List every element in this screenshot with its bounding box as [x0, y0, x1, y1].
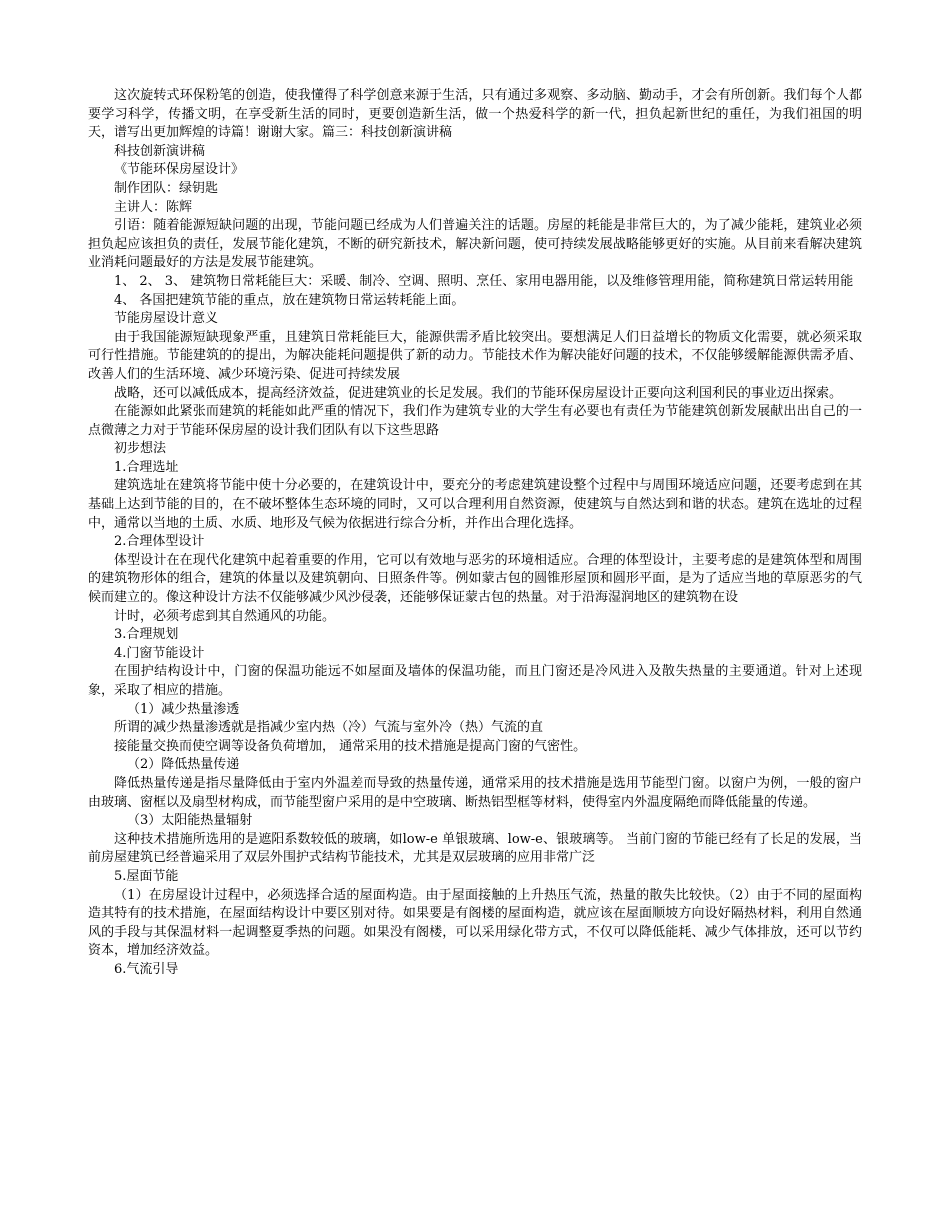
team-line: 制作团队：绿钥匙 — [114, 180, 219, 196]
paragraph-intro: 引语：随着能源短缺问题的出现，节能问题已经成为人们普遍关注的话题。房屋的耗能是非常巨大的，为了减少能耗，建筑业必须担负起应该担负的责任，发展节能化建筑，不断的研究新技术，解决新问题，使可持续发展战略能够更好的实施。从目前来看解决建筑业消耗问题最好的方法是发展节能建筑。 — [88, 218, 862, 271]
paragraph-site-selection: 建筑选址在建筑将节能中使十分必要的，在建筑设计中，要充分的考虑建筑建设整个过程中与周围环境适应问题，还要考虑到在其基础上达到节能的目的，在不破坏整体生态环境的同时，又可以合理利用自然资源，使建筑与自然达到和谐的状态。建筑在选址的过程中，通常以当地的土质、水质、地形及气候为依据进行综合分析，并作出合理化选择。 — [88, 478, 862, 531]
paragraph-ventilation: 计时，必须考虑到其自然通风的功能。 — [114, 608, 336, 624]
paragraph-list-1-3: 1、 2、 3、 建筑物日常耗能巨大：采暖、制冷、空调、照明、烹任、家用电器用能，以及维修管理用能，简称建筑日常运转用能 — [114, 273, 854, 289]
heading-initial-ideas: 初步想法 — [114, 441, 167, 457]
heading-reduce-transfer: （2）降低热量传递 — [127, 757, 240, 773]
paragraph-solar-radiation: 这种技术措施所选用的是遮阳系数较低的玻璃，如low-e 单银玻璃、low-e、银玻璃等。 当前门窗的节能已经有了长足的发展，当前房屋建筑已经普遍采用了双层外围护式结构节能技术，尤其是双层玻璃的应用非常广泛 — [88, 831, 862, 866]
heading-title: 《节能环保房屋设计》 — [114, 162, 245, 178]
heading-solar-radiation: （3）太阳能热量辐射 — [127, 813, 253, 829]
paragraph-reduce-transfer: 降低热量传递是指尽量降低由于室内外温差而导致的热量传递，通常采用的技术措施是选用节能型门窗。以窗户为例，一般的窗户由玻璃、窗框以及扇型材构成，而节能型窗户采用的是中空玻璃、断热铝型框等材料，使得室内外温度隔绝而降低能量的传递。 — [88, 775, 862, 810]
heading-airflow: 6.气流引导 — [114, 961, 179, 977]
paragraph-list-4: 4、 各国把建筑节能的重点，放在建筑物日常运转耗能上面。 — [114, 292, 465, 308]
paragraph-shape-design: 体型设计在在现代化建筑中起着重要的作用，它可以有效地与恶劣的环境相适应。合理的体型设计，主要考虑的是建筑体型和周围的建筑物形体的组合，建筑的体量以及建筑朝向、日照条件等。例如蒙古包的圆锥形屋顶和圆形平面，是为了适应当地的草原恶劣的气候而建立的。像这种设计方法不仅能够减少风沙侵袭，还能够保证蒙古包的热量。对于沿海湿润地区的建筑物在设 — [88, 552, 862, 606]
heading-reduce-infiltration: （1）减少热量渗透 — [127, 701, 240, 717]
heading-significance: 节能房屋设计意义 — [114, 311, 219, 327]
speaker-line: 主讲人：陈辉 — [114, 199, 193, 215]
heading-shape-design: 2.合理体型设计 — [114, 534, 205, 550]
paragraph-responsibility: 在能源如此紧张而建筑的耗能如此严重的情况下，我们作为建筑专业的大学生有必要也有责任为节能建筑创新发展献出出自己的一点微薄之力对于节能环保房屋的设计我们团队有以下这些思路 — [88, 404, 862, 438]
heading-site-selection: 1.合理选址 — [114, 459, 179, 475]
paragraph-roof: （1）在房屋设计过程中，必须选择合适的屋面构造。由于屋面接触的上升热压气流，热量的散失比较快。（2）由于不同的屋面构造其特有的技术措施，在屋面结构设计中要区别对待。如果要是有阁楼的屋面构造，就应该在屋面顺坡方向设好隔热材料，利用自然通风的手段与其保温材料一起调整夏季热的问题。如果没有阁楼，可以采用绿化带方式，不仅可以降低能耗、减少气体排放，还可以节约资本，增加经济效益。 — [88, 887, 862, 959]
heading-roof: 5.屋面节能 — [114, 868, 179, 884]
paragraph-infiltration-1: 所谓的减少热量渗透就是指减少室内热（冷）气流与室外冷（热）气流的直 — [114, 720, 544, 736]
heading-speech: 科技创新演讲稿 — [114, 143, 206, 159]
paragraph-significance: 由于我国能源短缺现象严重，且建筑日常耗能巨大，能源供需矛盾比较突出。要想满足人们日益增长的物质文化需要，就必须采取可行性措施。节能建筑的的提出，为解决能耗问题提供了新的动力。节能技术作为解决能好问题的技术，不仅能够缓解能源供需矛盾、改善人们的生活环境、减少环境污染、促进可持续发展 — [88, 329, 862, 382]
paragraph-strategy: 战略，还可以减低成本，提高经济效益，促进建筑业的长足发展。我们的节能环保房屋设计正要向这利国利民的事业迈出探索。 — [114, 385, 843, 401]
heading-planning: 3.合理规划 — [114, 627, 179, 643]
heading-window-design: 4.门窗节能设计 — [114, 645, 205, 661]
paragraph-window-design: 在围护结构设计中，门窗的保温功能远不如屋面及墙体的保温功能，而且门窗还是冷风进入及散失热量的主要通道。针对上述现象，采取了相应的措施。 — [88, 664, 862, 698]
paragraph-infiltration-2: 接能量交换而使空调等设备负荷增加， 通常采用的技术措施是提高门窗的气密性。 — [114, 738, 587, 754]
document-page — [88, 87, 862, 980]
paragraph-closing: 这次旋转式环保粉笔的创造，使我懂得了科学创意来源于生活，只有通过多观察、多动脑、勤动手，才会有所创新。我们每个人都要学习科学，传播文明，在享受新生活的同时，更要创造新生活，做一个热爱科学的新一代，担负起新世纪的重任，为我们祖国的明天，谱写出更加辉煌的诗篇！谢谢大家。篇三：科技创新演讲稿 — [88, 88, 862, 141]
